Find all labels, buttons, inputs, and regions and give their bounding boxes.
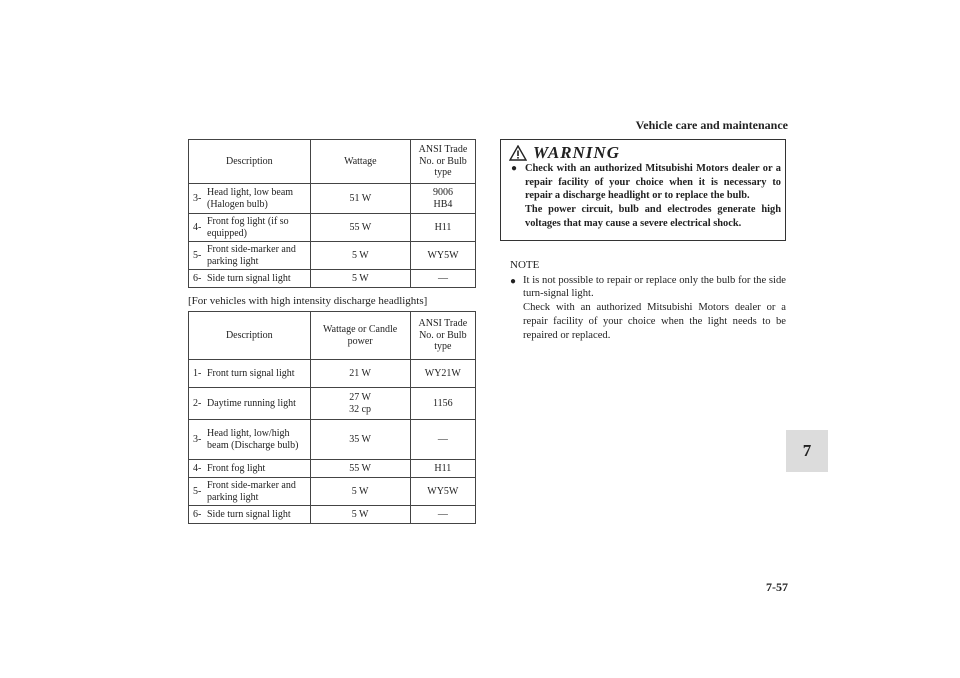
table-body (189, 360, 476, 524)
warning-triangle-icon (509, 145, 527, 161)
chapter-tab: 7 (786, 430, 828, 472)
page-number: 7-57 (766, 580, 788, 594)
bullet-icon: ● (510, 275, 517, 287)
column-header-wattage: Wattage (310, 140, 410, 184)
cell-wattage: 51 W (310, 184, 410, 214)
cell-description (189, 478, 311, 506)
warning-body (511, 162, 781, 231)
cell-wattage: 5 W (310, 270, 410, 288)
table-row (189, 360, 476, 388)
item-description: Front side-marker and parking light (207, 480, 296, 503)
item-number: 4- (193, 221, 202, 233)
warning-text: Check with an authorized Mitsubishi Motors dealer or a repair facility of your choice when it is necessary to repair a discharge headlight or to replace the bulb. The power circuit, bulb and electrodes generate high voltages that may cause a severe electrical shock. (525, 163, 781, 229)
column-header-bulb-type: ANSI Trade No. or Bulb type (410, 312, 475, 360)
table-row (189, 214, 476, 242)
cell-wattage: 55 W (310, 214, 410, 242)
table-body (189, 184, 476, 288)
table-row (189, 388, 476, 420)
item-description: Front side-marker and parking light (207, 244, 296, 267)
section-title: Vehicle care and maintenance (635, 118, 788, 132)
note-line: Check with an authorized Mitsubishi Motors dealer or a repair facility of your choice when the light needs to be repaired or replaced. (523, 302, 786, 342)
bulb-spec-table-halogen (188, 139, 476, 288)
cell-description (189, 214, 311, 242)
item-number: 6- (193, 272, 202, 284)
table-row (189, 506, 476, 524)
item-number: 3- (193, 192, 202, 204)
column-header-description: Description (189, 312, 311, 360)
note-section (510, 258, 786, 343)
table-row (189, 242, 476, 270)
cell-wattage: 5 W (310, 242, 410, 270)
note-line: It is not possible to repair or replace only the bulb for the side turn-signal light. (523, 274, 786, 300)
item-description: Front fog light (207, 462, 266, 474)
cell-bulb-type: WY5W (410, 478, 475, 506)
item-description: Front turn signal light (207, 367, 295, 379)
warning-title: WARNING (533, 143, 620, 162)
cell-bulb-type: — (410, 506, 475, 524)
cell-bulb-type: H11 (410, 460, 475, 478)
note-item (510, 274, 786, 344)
cell-wattage: 5 W (310, 478, 410, 506)
item-description: Daytime running light (207, 397, 296, 409)
cell-wattage: 27 W 32 cp (310, 388, 410, 420)
cell-bulb-type: 1156 (410, 388, 475, 420)
table-row (189, 184, 476, 214)
item-number: 5- (193, 485, 202, 497)
item-description: Head light, low beam (Halogen bulb) (207, 187, 294, 210)
bulb-spec-table-discharge (188, 311, 476, 524)
column-header-wattage-candle: Wattage or Candle power (310, 312, 410, 360)
column-header-bulb-type: ANSI Trade No. or Bulb type (410, 140, 475, 184)
bullet-icon: ● (511, 163, 518, 174)
cell-bulb-type: 9006 HB4 (410, 184, 475, 214)
item-number: 6- (193, 508, 202, 520)
item-number: 3- (193, 433, 202, 445)
cell-bulb-type: — (410, 270, 475, 288)
cell-wattage: 35 W (310, 420, 410, 460)
item-number: 5- (193, 249, 202, 261)
item-number: 2- (193, 397, 202, 409)
cell-bulb-type: WY21W (410, 360, 475, 388)
item-number: 4- (193, 462, 202, 474)
cell-description (189, 270, 311, 288)
cell-bulb-type: — (410, 420, 475, 460)
table-row (189, 478, 476, 506)
table-row (189, 270, 476, 288)
cell-description (189, 460, 311, 478)
cell-bulb-type: H11 (410, 214, 475, 242)
item-description: Front fog light (if so equipped) (207, 216, 289, 239)
cell-description (189, 420, 311, 460)
note-label: NOTE (510, 259, 540, 271)
cell-description (189, 242, 311, 270)
item-description: Side turn signal light (207, 508, 291, 520)
warning-header (509, 143, 620, 163)
cell-description (189, 506, 311, 524)
table-row (189, 420, 476, 460)
cell-description (189, 184, 311, 214)
cell-bulb-type: WY5W (410, 242, 475, 270)
item-number: 1- (193, 367, 202, 379)
column-header-description: Description (189, 140, 311, 184)
warning-box (500, 139, 786, 241)
cell-wattage: 55 W (310, 460, 410, 478)
table-caption: [For vehicles with high intensity discharge headlights] (188, 295, 428, 307)
cell-wattage: 21 W (310, 360, 410, 388)
note-text (523, 274, 786, 344)
item-description: Side turn signal light (207, 272, 291, 284)
table-row (189, 460, 476, 478)
item-description: Head light, low/high beam (Discharge bulb) (207, 428, 299, 451)
cell-wattage: 5 W (310, 506, 410, 524)
cell-description (189, 360, 311, 388)
cell-description (189, 388, 311, 420)
